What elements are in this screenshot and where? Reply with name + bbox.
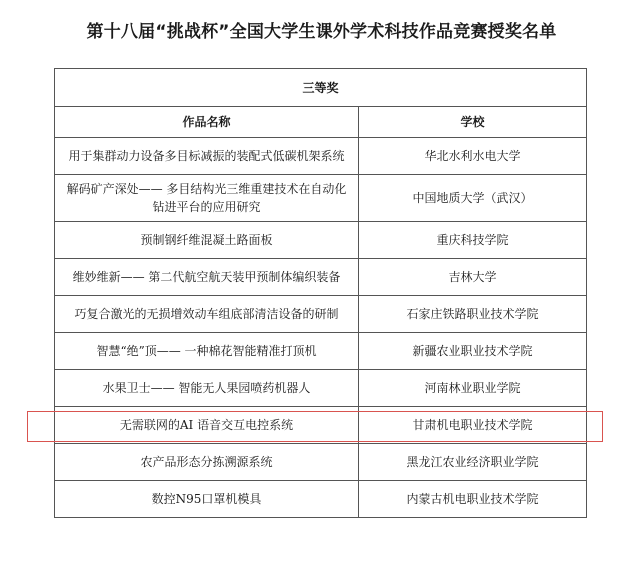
work-name-cell: 水果卫士—— 智能无人果园喷药机器人 xyxy=(55,370,359,407)
document-title: 第十八届“挑战杯”全国大学生课外学术科技作品竞赛授奖名单 xyxy=(86,22,557,42)
work-name-cell: 农产品形态分拣溯源系统 xyxy=(55,444,359,481)
school-cell: 甘肃机电职业技术学院 xyxy=(359,407,587,444)
table-row xyxy=(55,175,587,222)
school-cell: 石家庄铁路职业技术学院 xyxy=(359,296,587,333)
school-cell: 吉林大学 xyxy=(359,259,587,296)
school-cell: 新疆农业职业技术学院 xyxy=(359,333,587,370)
school-cell: 黑龙江农业经济职业学院 xyxy=(359,444,587,481)
school-cell: 内蒙古机电职业技术学院 xyxy=(359,481,587,518)
work-name-cell: 数控N95口罩机模具 xyxy=(55,481,359,518)
prize-level-row xyxy=(55,69,587,107)
school-cell: 河南林业职业学院 xyxy=(359,370,587,407)
work-name-cell: 预制钢纤维混凝土路面板 xyxy=(55,222,359,259)
table-row xyxy=(55,296,587,333)
table-row xyxy=(55,222,587,259)
work-name-cell: 解码矿产深处—— 多目结构光三维重建技术在自动化钻进平台的应用研究 xyxy=(55,175,359,222)
header-work-name: 作品名称 xyxy=(55,107,359,138)
school-cell: 华北水利水电大学 xyxy=(359,138,587,175)
table-row xyxy=(55,259,587,296)
award-table xyxy=(54,68,587,518)
prize-level-cell: 三等奖 xyxy=(55,69,587,107)
school-cell: 重庆科技学院 xyxy=(359,222,587,259)
table-row xyxy=(55,370,587,407)
work-name-cell: 无需联网的AI 语音交互电控系统 xyxy=(55,407,359,444)
school-cell: 中国地质大学（武汉） xyxy=(359,175,587,222)
table-row xyxy=(55,481,587,518)
table-row xyxy=(55,444,587,481)
header-school: 学校 xyxy=(359,107,587,138)
table-row xyxy=(55,333,587,370)
table-row xyxy=(55,138,587,175)
work-name-cell: 智慧“绝”顶—— 一种棉花智能精准打顶机 xyxy=(55,333,359,370)
work-name-cell: 用于集群动力设备多目标减振的装配式低碳机架系统 xyxy=(55,138,359,175)
work-name-cell: 维妙维新—— 第二代航空航天装甲预制体编织装备 xyxy=(55,259,359,296)
work-name-cell: 巧复合激光的无损增效动车组底部清洁设备的研制 xyxy=(55,296,359,333)
table-header-row xyxy=(55,107,587,138)
table-row-highlighted xyxy=(55,407,587,444)
